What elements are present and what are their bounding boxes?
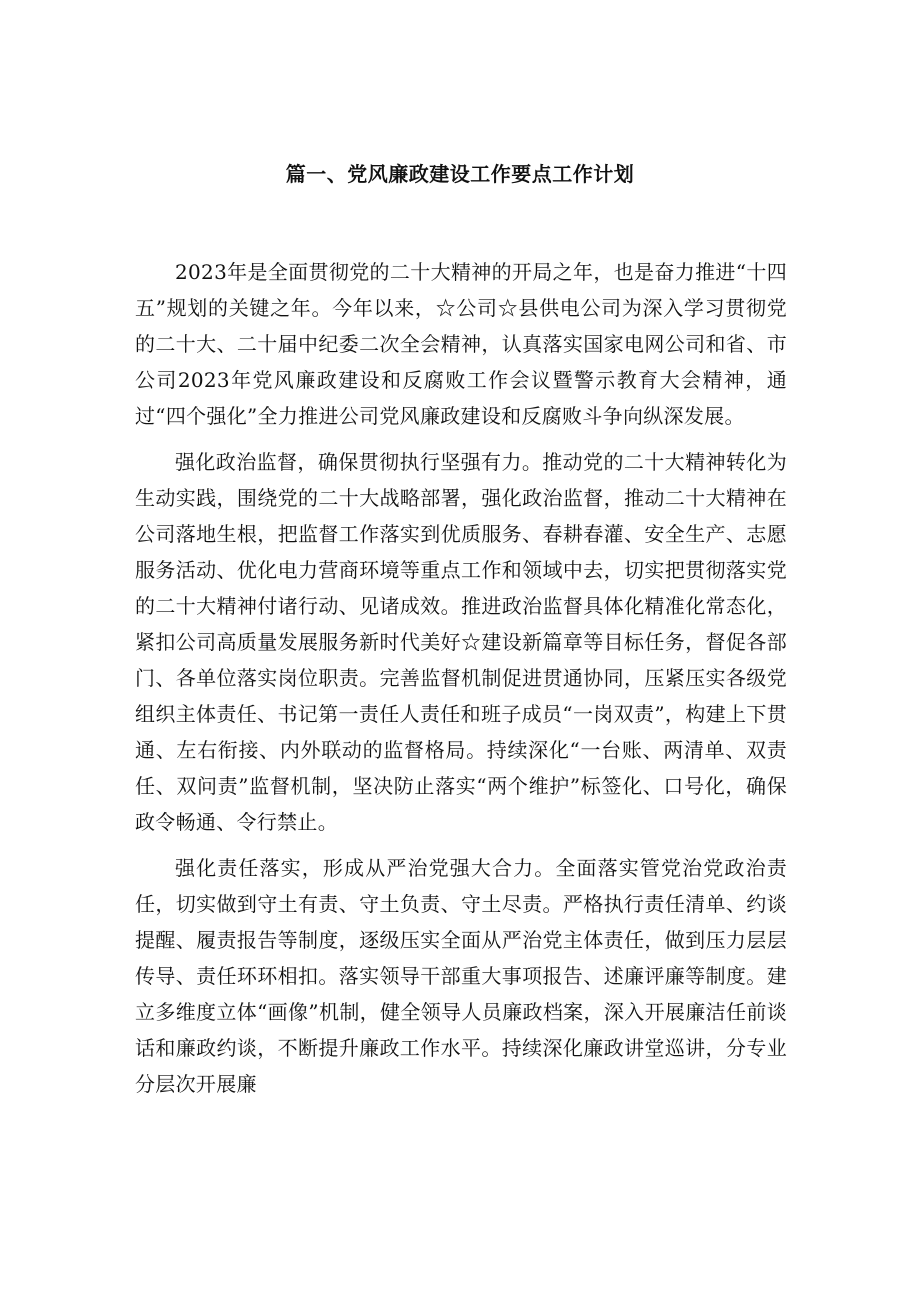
- document-body: [135, 254, 787, 1112]
- paragraph-responsibility: 强化责任落实，形成从严治党强大合力。全面落实管党治党政治责任，切实做到守土有责、守土负责、守土尽责。严格执行责任清单、约谈提醒、履责报告等制度，逐级压实全面从严治党主体责任，做到压力层层传导、责任环环相扣。落实领导干部重大事项报告、述廉评廉等制度。建立多维度立体“画像”机制，健全领导人员廉政档案，深入开展廉洁任前谈话和廉政约谈，不断提升廉政工作水平。持续深化廉政讲堂巡讲，分专业分层次开展廉: [135, 856, 787, 1096]
- paragraph-intro: 2023年是全面贯彻党的二十大精神的开局之年，也是奋力推进“十四五”规划的关键之年。今年以来，☆公司☆县供电公司为深入学习贯彻党的二十大、二十届中纪委二次全会精神，认真落实国家电网公司和省、市公司2023年党风廉政建设和反腐败工作会议暨警示教育大会精神，通过“四个强化”全力推进公司党风廉政建设和反腐败斗争向纵深发展。: [135, 260, 787, 428]
- paragraph-political-supervision: 强化政治监督，确保贯彻执行坚强有力。推动党的二十大精神转化为生动实践，围绕党的二十大战略部署，强化政治监督，推动二十大精神在公司落地生根，把监督工作落实到优质服务、春耕春灌、安全生产、志愿服务活动、优化电力营商环境等重点工作和领域中去，切实把贯彻落实党的二十大精神付诸行动、见诸成效。推进政治监督具体化精准化常态化，紧扣公司高质量发展服务新时代美好☆建设新篇章等目标任务，督促各部门、各单位落实岗位职责。完善监督机制促进贯通协同，压紧压实各级党组织主体责任、书记第一责任人责任和班子成员“一岗双责”，构建上下贯通、左右衔接、内外联动的监督格局。持续深化“一台账、两清单、双责任、双问责”监督机制，坚决防止落实“两个维护”标签化、口号化，确保政令畅通、令行禁止。: [135, 450, 787, 834]
- document-title: 篇一、党风廉政建设工作要点工作计划: [285, 162, 635, 186]
